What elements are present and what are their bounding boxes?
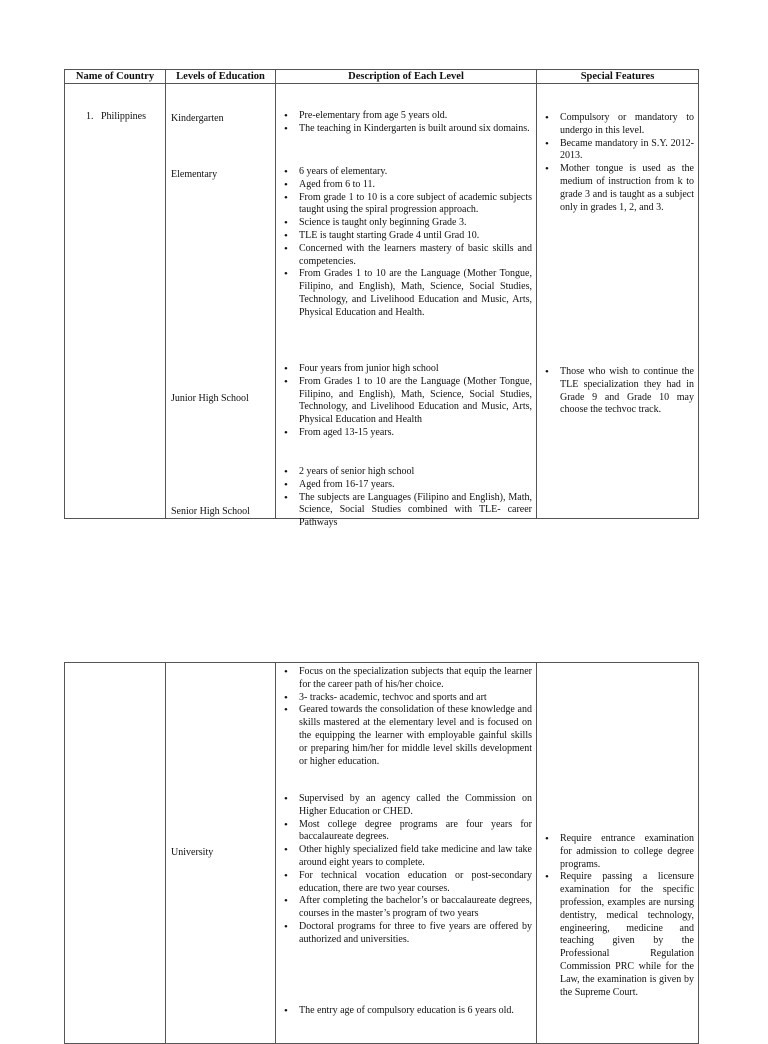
list-item: • The subjects are Languages (Filipino and English), Math, Science, Social Studies combined with TLE- career Pathways	[279, 492, 532, 530]
list-item: • Aged from 16-17 years.	[279, 479, 532, 492]
levels-cell	[166, 663, 276, 1044]
junior-description-list	[279, 363, 532, 440]
table-row	[65, 663, 699, 1044]
list-item: • Aged from 6 to 11.	[279, 179, 532, 192]
list-item: • From Grades 1 to 10 are the Language (Mother Tongue, Filipino, and English), Math, Science, Social Studies, Technology, and Livelihood Education and Music, Arts, Physical Education and Health.	[279, 268, 532, 319]
list-item: • Pre-elementary from age 5 years old.	[279, 110, 532, 123]
features-cell	[537, 84, 699, 519]
level-elementary: Elementary	[171, 169, 218, 180]
list-item: • Focus on the specialization subjects that equip the learner for the career path of his/her choice.	[279, 666, 532, 692]
compulsory-education-list	[279, 1005, 532, 1018]
senior-description-list	[279, 466, 532, 530]
level-senior-high: Senior High School	[171, 506, 250, 517]
list-item: • 6 years of elementary.	[279, 166, 532, 179]
list-item: • 3- tracks- academic, techvoc and sports and art	[279, 692, 532, 705]
list-item: • The teaching in Kindergarten is built around six domains.	[279, 123, 532, 136]
level-university: University	[171, 847, 214, 858]
list-item: • Those who wish to continue the TLE specialization they had in Grade 9 and Grade 10 may choose the techvoc track.	[540, 366, 694, 417]
junior-features-list	[540, 366, 694, 417]
description-cell	[276, 84, 537, 529]
list-item: • From Grades 1 to 10 are the Language (Mother Tongue, Filipino, and English), Math, Science, Social Studies, Technology, and Livelihood Education and Music, Arts, Physical Education and Health	[279, 376, 532, 427]
list-item: • Became mandatory in S.Y. 2012-2013.	[540, 138, 694, 164]
list-item: • Other highly specialized field take medicine and law take around eight years to complete.	[279, 844, 532, 870]
kindergarten-features-list	[540, 112, 694, 214]
level-junior-high: Junior High School	[171, 393, 249, 404]
elementary-description-list	[279, 166, 532, 320]
header-levels-of-education: Levels of Education	[166, 70, 276, 84]
list-item: • Compulsory or mandatory to undergo in this level.	[540, 112, 694, 138]
list-item: • From aged 13-15 years.	[279, 427, 532, 440]
table-row	[65, 84, 699, 519]
list-item: • Concerned with the learners mastery of basic skills and competencies.	[279, 243, 532, 269]
list-item: • Supervised by an agency called the Commission on Higher Education or CHED.	[279, 793, 532, 819]
list-item: • Science is taught only beginning Grade 3.	[279, 217, 532, 230]
list-item: • Most college degree programs are four years for baccalaureate degrees.	[279, 819, 532, 845]
university-features-list	[540, 833, 694, 999]
list-item: • Doctoral programs for three to five years are offered by authorized and universities.	[279, 921, 532, 947]
list-item: • Four years from junior high school	[279, 363, 532, 376]
list-item: • Mother tongue is used as the medium of instruction from k to grade 3 and is taught as a subject only in grades 1, 2, and 3.	[540, 163, 694, 214]
country-cell	[65, 84, 166, 519]
level-kindergarten: Kindergarten	[171, 113, 224, 124]
list-item: • Require entrance examination for admission to college degree programs.	[540, 833, 694, 871]
country-cell	[65, 663, 166, 1044]
list-item: • For technical vocation education or post-secondary education, there are two year courses.	[279, 870, 532, 896]
education-table-2	[64, 662, 699, 1044]
country-name: 1. Philippines	[86, 111, 147, 122]
education-table-1	[64, 69, 699, 529]
list-item: • After completing the bachelor’s or baccalaureate degrees, courses in the master’s program of two years	[279, 895, 532, 921]
list-item: • From grade 1 to 10 is a core subject of academic subjects taught using the spiral progression approach.	[279, 192, 532, 218]
list-item: • The entry age of compulsory education is 6 years old.	[279, 1005, 532, 1018]
table-header-row	[65, 70, 699, 84]
list-item: • TLE is taught starting Grade 4 until Grad 10.	[279, 230, 532, 243]
kindergarten-description-list	[279, 110, 532, 136]
levels-cell	[166, 84, 276, 519]
header-name-of-country: Name of Country	[65, 70, 166, 84]
university-description-list	[279, 793, 532, 947]
features-cell	[537, 663, 699, 1044]
list-item: • Geared towards the consolidation of these knowledge and skills mastered at the elementary level and is focused on the equipping the learner with employable gainful skills or preparing him/her for middle level skills development or higher education.	[279, 704, 532, 768]
senior-continued-list	[279, 666, 532, 768]
header-special-features: Special Features	[537, 70, 699, 84]
list-item: • 2 years of senior high school	[279, 466, 532, 479]
header-description: Description of Each Level	[276, 70, 537, 84]
description-cell	[276, 663, 537, 1044]
list-item: • Require passing a licensure examination for the specific profession, examples are nursing dentistry, medical technology, engineering, medicine and teaching given by the Professional Regulation Commission PRC while for the Law, the examination is given by the Supreme Court.	[540, 871, 694, 999]
